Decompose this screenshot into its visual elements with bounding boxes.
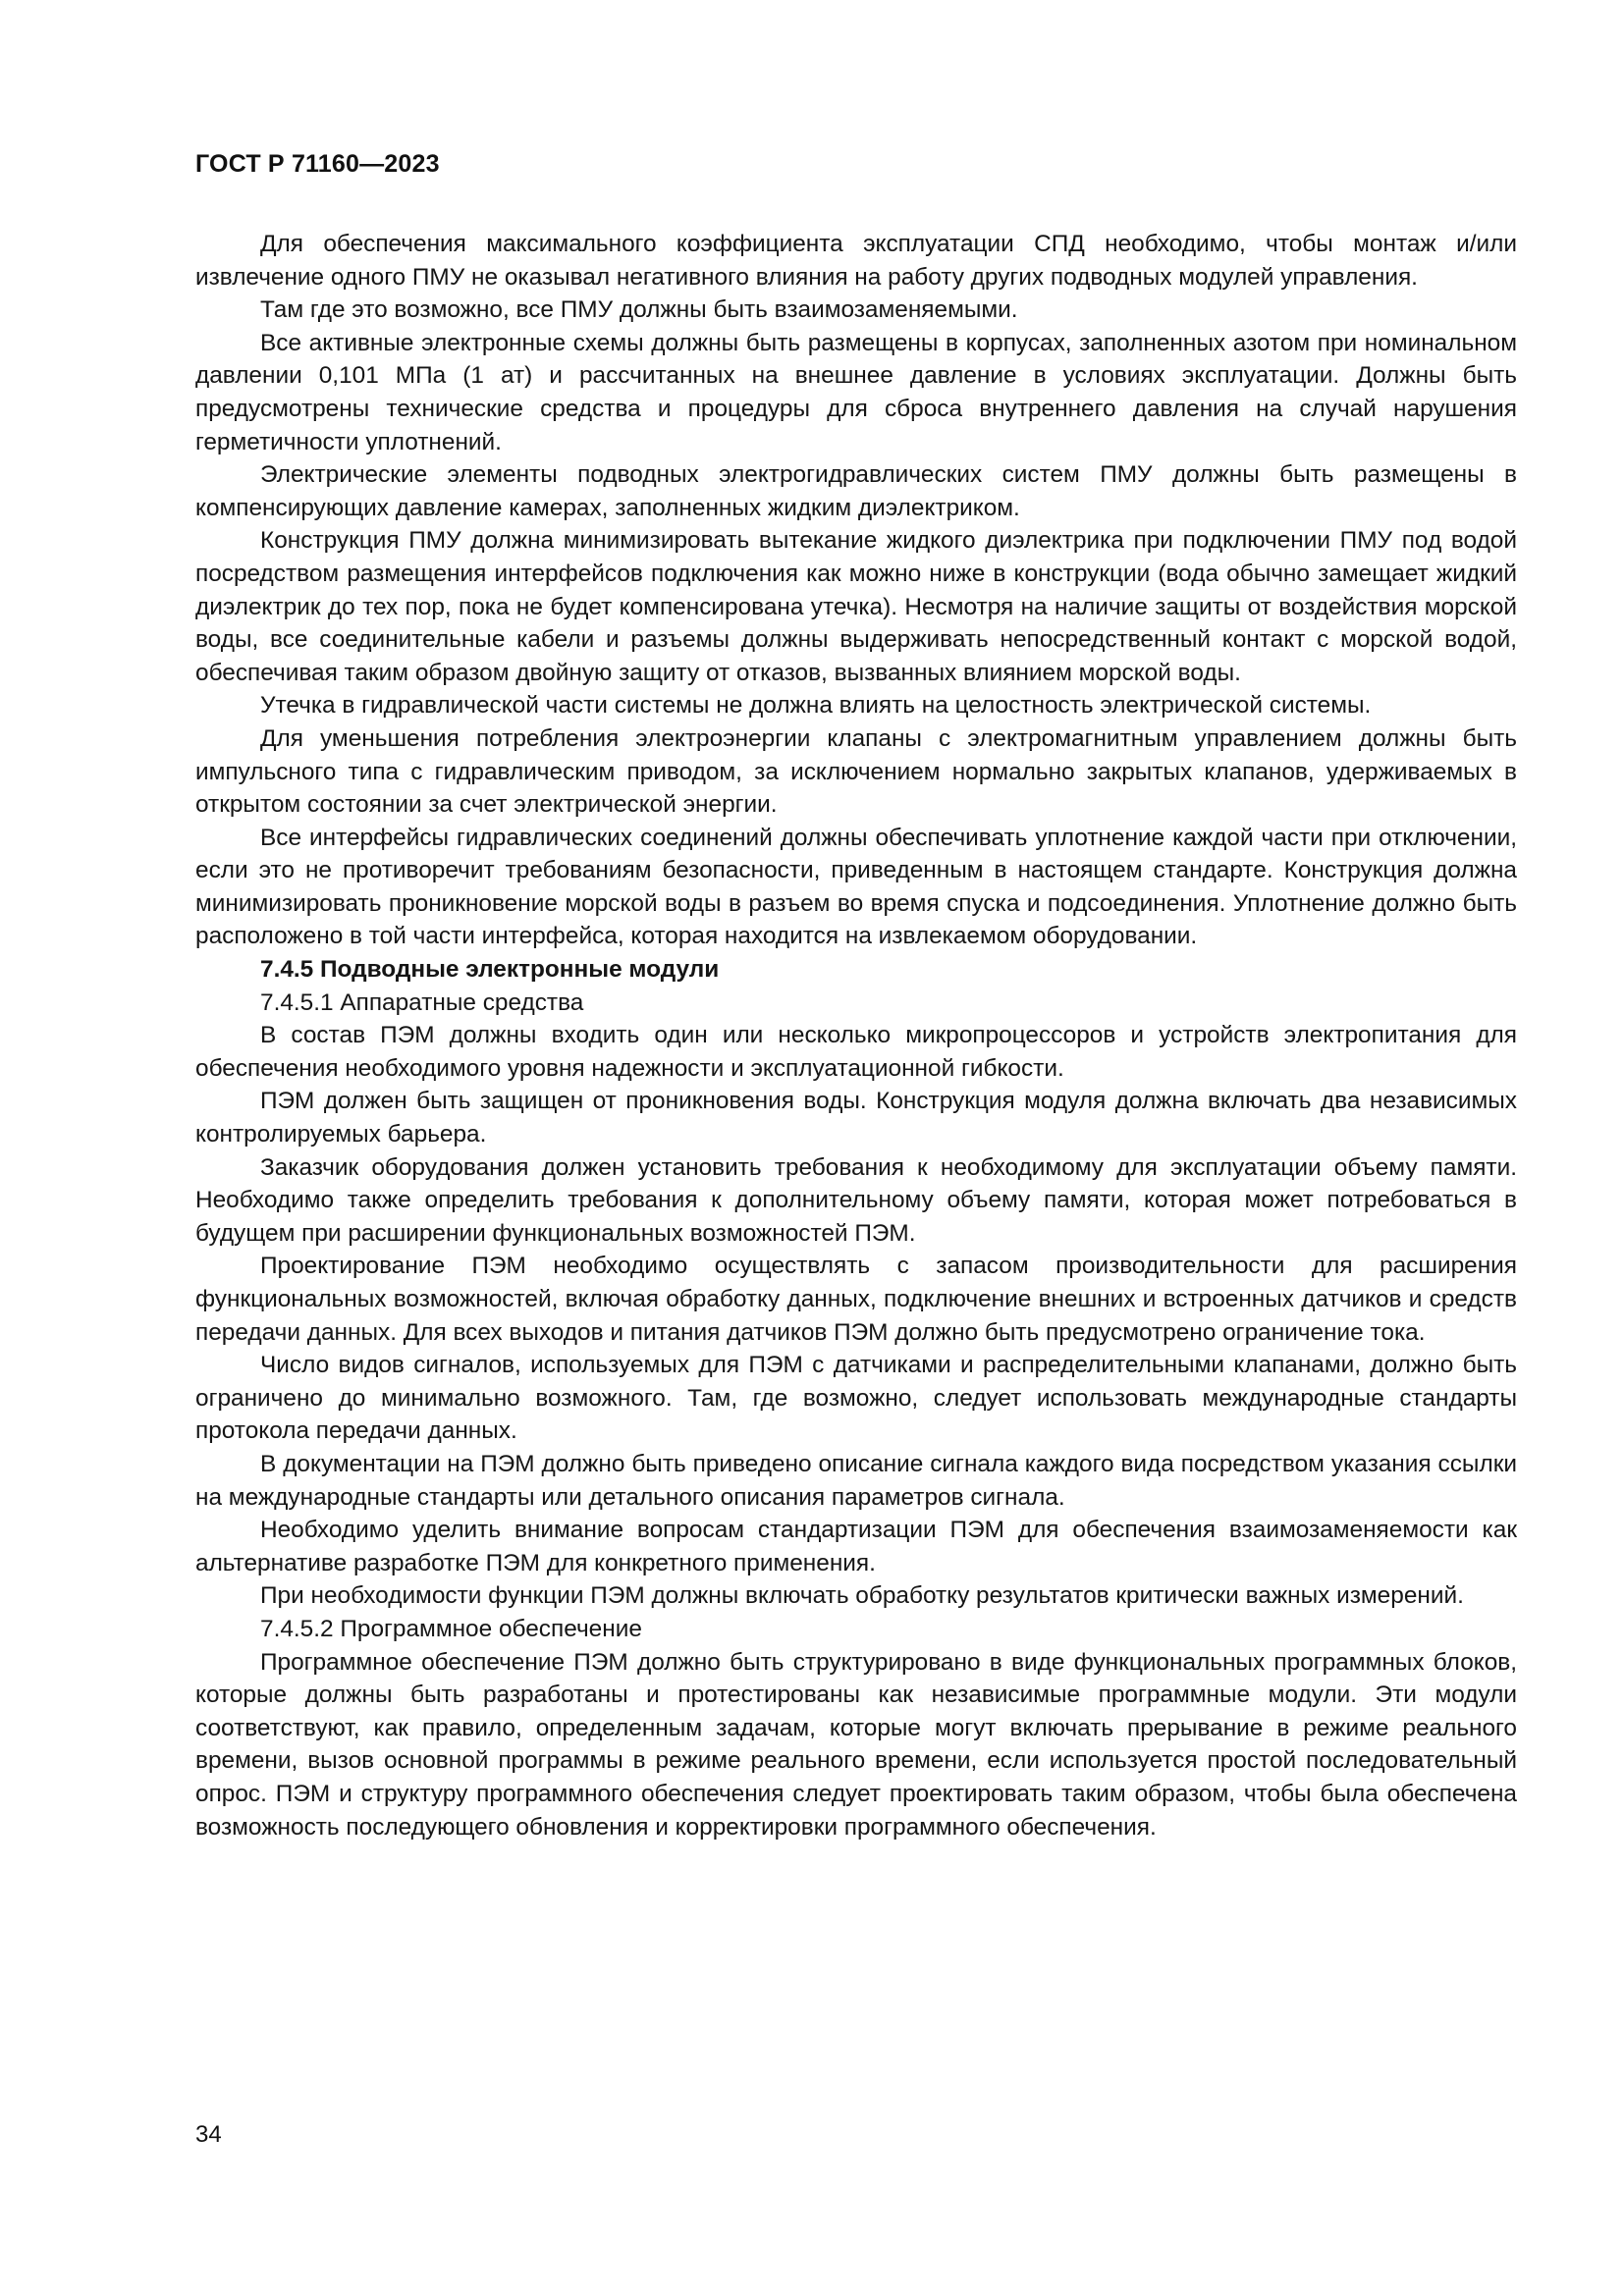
paragraph: В документации на ПЭМ должно быть приведено описание сигнала каждого вида посредством указания ссылки на международные стандарты или детального описания параметров сигнала.	[195, 1450, 1517, 1511]
paragraph: Заказчик оборудования должен установить требования к необходимому для эксплуатации объему памяти. Необходимо также определить требования к дополнительному объему памяти, которая может потребоваться в будущем при расширении функциональных возможностей ПЭМ.	[195, 1153, 1517, 1247]
paragraph: Конструкция ПМУ должна минимизировать вытекание жидкого диэлектрика при подключении ПМУ под водой посредством размещения интерфейсов подключения как можно ниже в конструкции (вода обычно замещает жидкий диэлектрик до тех пор, пока не будет компенсирована утечка). Несмотря на наличие защиты от воздействия морской воды, все соединительные кабели и разъемы должны выдерживать непосредственный контакт с морской водой, обеспечивая таким образом двойную защиту от отказов, вызванных влиянием морской воды.	[195, 527, 1517, 686]
paragraph: ПЭМ должен быть защищен от проникновения воды. Конструкция модуля должна включать два независимых контролируемых барьера.	[195, 1088, 1517, 1148]
paragraph: При необходимости функции ПЭМ должны включать обработку результатов критически важных измерений.	[260, 1582, 1464, 1610]
paragraph: Программное обеспечение ПЭМ должно быть структурировано в виде функциональных программных блоков, которые должны быть разработаны и протестированы как независимые программные модули. Эти модули соответствуют, как правило, определенным задачам, которые могут включать прерывание в режиме реального времени, вызов основной программы в режиме реального времени, если используется простой последовательный опрос. ПЭМ и структуру программного обеспечения следует проектировать таким образом, чтобы была обеспечена возможность последующего обновления и корректировки программного обеспечения.	[195, 1648, 1517, 1841]
subsection-heading: 7.4.5.1 Аппаратные средства	[260, 988, 584, 1016]
paragraph: Для уменьшения потребления электроэнергии клапаны с электромагнитным управлением должны быть импульсного типа с гидравлическим приводом, за исключением нормально закрытых клапанов, удерживаемых в открытом состоянии за счет электрической энергии.	[195, 724, 1517, 819]
page-number: 34	[195, 2121, 222, 2148]
document-body	[195, 228, 1517, 1843]
paragraph: Все активные электронные схемы должны быть размещены в корпусах, заполненных азотом при номинальном давлении 0,101 МПа (1 ат) и рассчитанных на внешнее давление в условиях эксплуатации. Должны быть предусмотрены технические средства и процедуры для сброса внутреннего давления на случай нарушения герметичности уплотнений.	[195, 329, 1517, 455]
paragraph: Проектирование ПЭМ необходимо осуществлять с запасом производительности для расширения функциональных возможностей, включая обработку данных, подключение внешних и встроенных датчиков и средств передачи данных. Для всех выходов и питания датчиков ПЭМ должно быть предусмотрено ограничение тока.	[195, 1253, 1517, 1346]
paragraph: Необходимо уделить внимание вопросам стандартизации ПЭМ для обеспечения взаимозаменяемости как альтернативе разработке ПЭМ для конкретного применения.	[195, 1517, 1517, 1576]
paragraph: Для обеспечения максимального коэффициента эксплуатации СПД необходимо, чтобы монтаж и/или извлечение одного ПМУ не оказывал негативного влияния на работу других подводных модулей управления.	[195, 231, 1517, 291]
section-heading: 7.4.5 Подводные электронные модули	[260, 956, 720, 984]
paragraph: В состав ПЭМ должны входить один или несколько микропроцессоров и устройств электропитания для обеспечения необходимого уровня надежности и эксплуатационной гибкости.	[195, 1022, 1517, 1082]
paragraph: Число видов сигналов, используемых для ПЭМ с датчиками и распределительными клапанами, должно быть ограничено до минимально возможного. Там, где возможно, следует использовать международные стандарты протокола передачи данных.	[195, 1352, 1517, 1445]
paragraph: Там где это возможно, все ПМУ должны быть взаимозаменяемыми.	[260, 296, 1018, 324]
paragraph: Все интерфейсы гидравлических соединений должны обеспечивать уплотнение каждой части при отключении, если это не противоречит требованиям безопасности, приведенным в настоящем стандарте. Конструкция должна минимизировать проникновение морской воды в разъем во время спуска и подсоединения. Уплотнение должно быть расположено в той части интерфейса, которая находится на извлекаемом оборудовании.	[195, 824, 1517, 950]
paragraph: Утечка в гидравлической части системы не должна влиять на целостность электрической системы.	[260, 692, 1372, 720]
document-id-header: ГОСТ Р 71160—2023	[195, 150, 440, 178]
subsection-heading: 7.4.5.2 Программное обеспечение	[260, 1615, 642, 1642]
paragraph: Электрические элементы подводных электрогидравлических систем ПМУ должны быть размещены в компенсирующих давление камерах, заполненных жидким диэлектриком.	[195, 461, 1517, 521]
